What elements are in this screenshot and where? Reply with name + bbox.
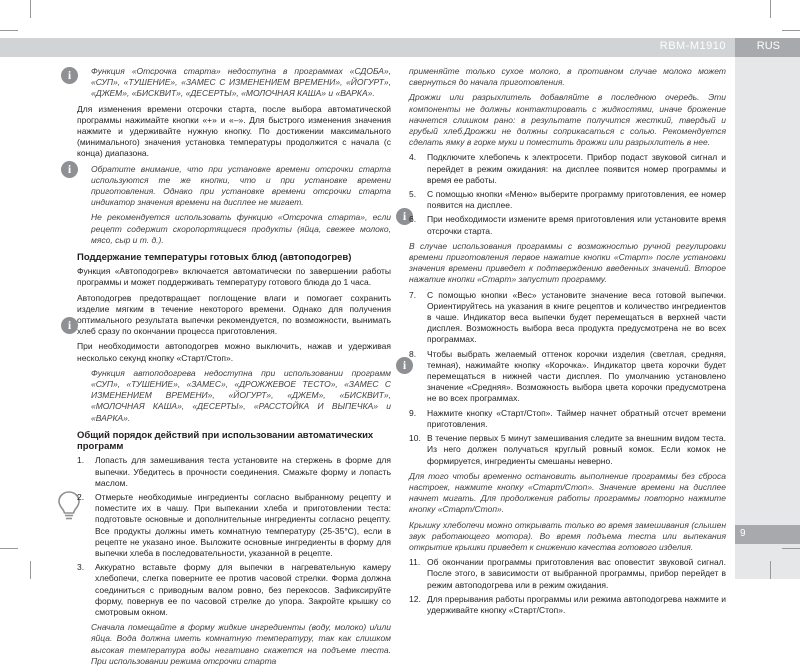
- list-item: [77, 562, 391, 618]
- step-text: Подключите хлебопечь к электросети. Прибор подаст звуковой сигнал и перейдет в режим ожидания: на дисплее появится номер программы и время ее работы.: [427, 152, 726, 185]
- list-item: [77, 455, 391, 489]
- step-text: Для прерывания работы программы или режима автоподогрева нажмите и удерживайте кнопку «Старт/Стоп».: [427, 593, 726, 615]
- list-item: [409, 594, 726, 616]
- step-number: 10.: [409, 433, 421, 444]
- step-text: С помощью кнопки «Меню» выберите программу приготовления, ее номер появится на дисплее.: [427, 189, 726, 211]
- tip-continued-1: применяйте только сухое молоко, в противном случае молоко может свернуться до начала приготовления.: [409, 66, 726, 88]
- step-number: 8.: [409, 348, 417, 359]
- list-item: [77, 492, 391, 559]
- paragraph-delay-adjust: Для изменения времени отсрочки старта, после выбора автоматической программы нажимайте кнопки «+» и «–». Для быстрого изменения значения нажмите и удерживайте нужную кнопку. По достижении максимального (минимального) значения установка температуры продолжится с начала (с конца) диапазона.: [77, 103, 391, 159]
- step-text: Отмерьте необходимые ингредиенты согласно выбранному рецепту и поместите их в чашу. При выпекании хлеба и приготовлении теста: подготовьте основные и дополнительные ингредиенты согласно рецепту. Все продукты должны иметь комнатную температуру (25-35°С), если в рецепте не указано иное. Выложите основные ингредиенты в форму для выпечки хлеба в последовательности, указанной в рецепте.: [95, 491, 391, 558]
- step-number: 5.: [409, 189, 417, 200]
- paragraph-keep-warm-2: Автоподогрев предотвращает поглощение влаги и помогает сохранить изделие мягким в течение некоторого времени. Однако для получения оптимального результата выпечки рекомендуется, по возможности, вынимать хлеб сразу по окончании процесса приготовления.: [77, 292, 391, 337]
- info-icon: i: [61, 317, 78, 334]
- step-number: 12.: [409, 593, 421, 604]
- note-delay-buttons: Обратите внимание, что при установке времени отсрочки старта используются те же кнопки, что и при установке времени приготовления. Однако при установке времени отсрочки старта индикатор значения времени на дисплее не мигает.: [91, 163, 391, 208]
- crop-mark: [770, 0, 771, 18]
- info-icon: i: [396, 208, 413, 225]
- info-icon: i: [396, 357, 413, 374]
- heading-keep-warm: Поддержание температуры готовых блюд (автоподогрев): [77, 252, 352, 264]
- language-label: RUS: [756, 40, 780, 52]
- crop-mark: [782, 30, 800, 31]
- note-manual-time: В случае использования программы с возможностью ручной регулировки времени приготовления первое нажатие кнопки «Старт» после установки значения времени приведет к подтверждению введенных значений. Второе нажатие кнопки «Старт» запустит программу.: [409, 240, 726, 285]
- list-item: [409, 214, 726, 236]
- page-number: 9: [740, 528, 746, 539]
- step-text: Нажмите кнопку «Старт/Стоп». Таймер начнет обратный отсчет времени приготовления.: [427, 407, 726, 429]
- step-number: 9.: [409, 407, 417, 418]
- step-number: 2.: [77, 491, 85, 502]
- crop-mark: [30, 0, 31, 18]
- paragraph-keep-warm-3: При необходимости автоподогрев можно выключить, нажав и удерживая несколько секунд кнопку «Старт/Стоп».: [77, 341, 391, 363]
- step-number: 6.: [409, 214, 417, 225]
- step-number: 1.: [77, 455, 85, 466]
- step-text: В течение первых 5 минут замешивания следите за внешним видом теста. Из него должен получаться круглый ровный комок. Если комок не формируется, ингредиенты смешаны неверно.: [427, 433, 726, 466]
- right-column: [409, 66, 726, 620]
- note-delay-perishable: Не рекомендуется использовать функцию «Отсрочка старта», если рецепт содержит скоропортящиеся продукты (яйца, свежее молоко, мясо, сыр и т. д.).: [91, 212, 391, 245]
- left-column: [77, 66, 391, 671]
- crop-mark: [782, 548, 800, 549]
- model-number: RBM-M1910: [659, 40, 726, 52]
- crop-mark: [0, 548, 18, 549]
- paragraph-keep-warm-1: Функция «Автоподогрев» включается автоматически по завершении работы программы и может поддерживать температуру готового блюда до 1 часа.: [77, 266, 391, 288]
- crop-mark: [0, 30, 18, 31]
- note-lid-open: Крышку хлебопечи можно открывать только во время замешивания (слышен звук работающего мотора). Во время подъема теста или выпекания открытие крышки приведет к снижению качества готового изделия.: [409, 519, 726, 552]
- step-text: Аккуратно вставьте форму для выпечки в нагревательную камеру хлебопечи, слегка поверните ее против часовой стрелки. Форма должна соединиться с приводным валом ровно, без перекосов. Зафиксируйте форму, повернув ее по часовой стрелке до упора. Закройте крышку со смотровым окном.: [95, 562, 391, 617]
- list-item: [409, 349, 726, 405]
- info-icon: i: [61, 67, 78, 84]
- steps-list-3: [409, 290, 726, 467]
- side-band: [735, 57, 800, 579]
- note-delay-unavailable: Функция «Отсрочка старта» недоступна в программах «СДОБА», «СУП», «ТУШЕНИЕ», «ЗАМЕС С ИЗМЕНЕНИЕМ ВРЕМЕНИ», «ЙОГУРТ», «ДЖЕМ», «БИСКВИТ», «ДЕСЕРТЫ», «МОЛОЧНАЯ КАША» и «ВАРКА».: [91, 66, 391, 99]
- list-item: [409, 152, 726, 186]
- step-number: 11.: [409, 557, 421, 568]
- steps-list-1: [77, 455, 391, 618]
- note-pause-program: Для того чтобы временно остановить выполнение программы без сброса настроек, нажмите кнопку «Старт/Стоп». Значение времени на дисплее начнет мигать. Для продолжения работы программы повторно нажмите кнопку «Старт/Стоп».: [409, 470, 726, 515]
- step-text: С помощью кнопки «Вес» установите значение веса готовой выпечки. Ориентируйтесь на указания в книге рецептов и количество ингредиентов в чаше. Индикатор веса выпечки будет перемещаться в верхней части дисплея. Возможность выбора веса продукта предусмотрена не во всех программах.: [427, 289, 726, 345]
- step-text: Об окончании программы приготовления вас оповестит звуковой сигнал. После этого, в зависимости от выбранной программы, прибор перейдет в режим автоподогрева или в режим ожидания.: [427, 557, 726, 590]
- step-text: При необходимости измените время приготовления или установите время отсрочки старта.: [427, 214, 726, 236]
- tip-continued-2: Дрожжи или разрыхлитель добавляйте в последнюю очередь. Эти компоненты не должны контактировать с жидкостями, иначе брожение начнется слишком рано: в результате получится жесткий, твердый и грубый хлеб.Дрожжи не должны соприкасаться с солью. Рекомендуется сделать ямку в горке муки и поместить дрожжи или разрыхлитель в нее.: [409, 92, 726, 148]
- note-keep-warm-unavailable: Функция автоподогрева недоступна при использовании программ «СУП», «ТУШЕНИЕ», «ЗАМЕС», «ДРОЖЖЕВОЕ ТЕСТО», «ЗАМЕС С ИЗМЕНЕНИЕМ ВРЕМЕНИ», «ЙОГУРТ», «ДЖЕМ», «БИСКВИТ», «МОЛОЧНАЯ КАША», «ДЕСЕРТЫ», «РАССТОЙКА И ВЫПЕЧКА» и «ВАРКА».: [91, 367, 391, 423]
- step-number: 3.: [77, 562, 85, 573]
- step-text: Чтобы выбрать желаемый оттенок корочки изделия (светлая, средняя, темная), нажимайте кнопку «Корочка». Индикатор цвета корочки будет перемещаться в нижней части дисплея. По умолчанию установлено значение «Средняя». Возможность выбора цвета корочки предусмотрена не во всех программах.: [427, 348, 726, 404]
- list-item: [409, 189, 726, 211]
- heading-general-procedure: Общий порядок действий при использовании автоматических программ: [77, 429, 374, 453]
- info-icon: i: [61, 161, 78, 178]
- crop-mark: [30, 561, 31, 579]
- steps-list-4: [409, 557, 726, 616]
- crop-mark: [770, 561, 771, 579]
- steps-list-2: [409, 152, 726, 236]
- step-number: 4.: [409, 152, 417, 163]
- tip-ingredients: Сначала помещайте в форму жидкие ингредиенты (воду, молоко) и/или яйца. Вода должна иметь комнатную температуру, так как слишком высокая температура воды негативно скажется на подъеме теста. При использовании режима отсрочки старта: [91, 622, 391, 666]
- step-number: 7.: [409, 289, 417, 300]
- list-item: [409, 557, 726, 591]
- list-item: [409, 290, 726, 346]
- step-text: Лопасть для замешивания теста установите на стержень в форме для выпечки. Убедитесь в прочности соединения. Смажьте форму и лопасть маслом.: [95, 455, 391, 488]
- list-item: [409, 408, 726, 430]
- list-item: [409, 433, 726, 467]
